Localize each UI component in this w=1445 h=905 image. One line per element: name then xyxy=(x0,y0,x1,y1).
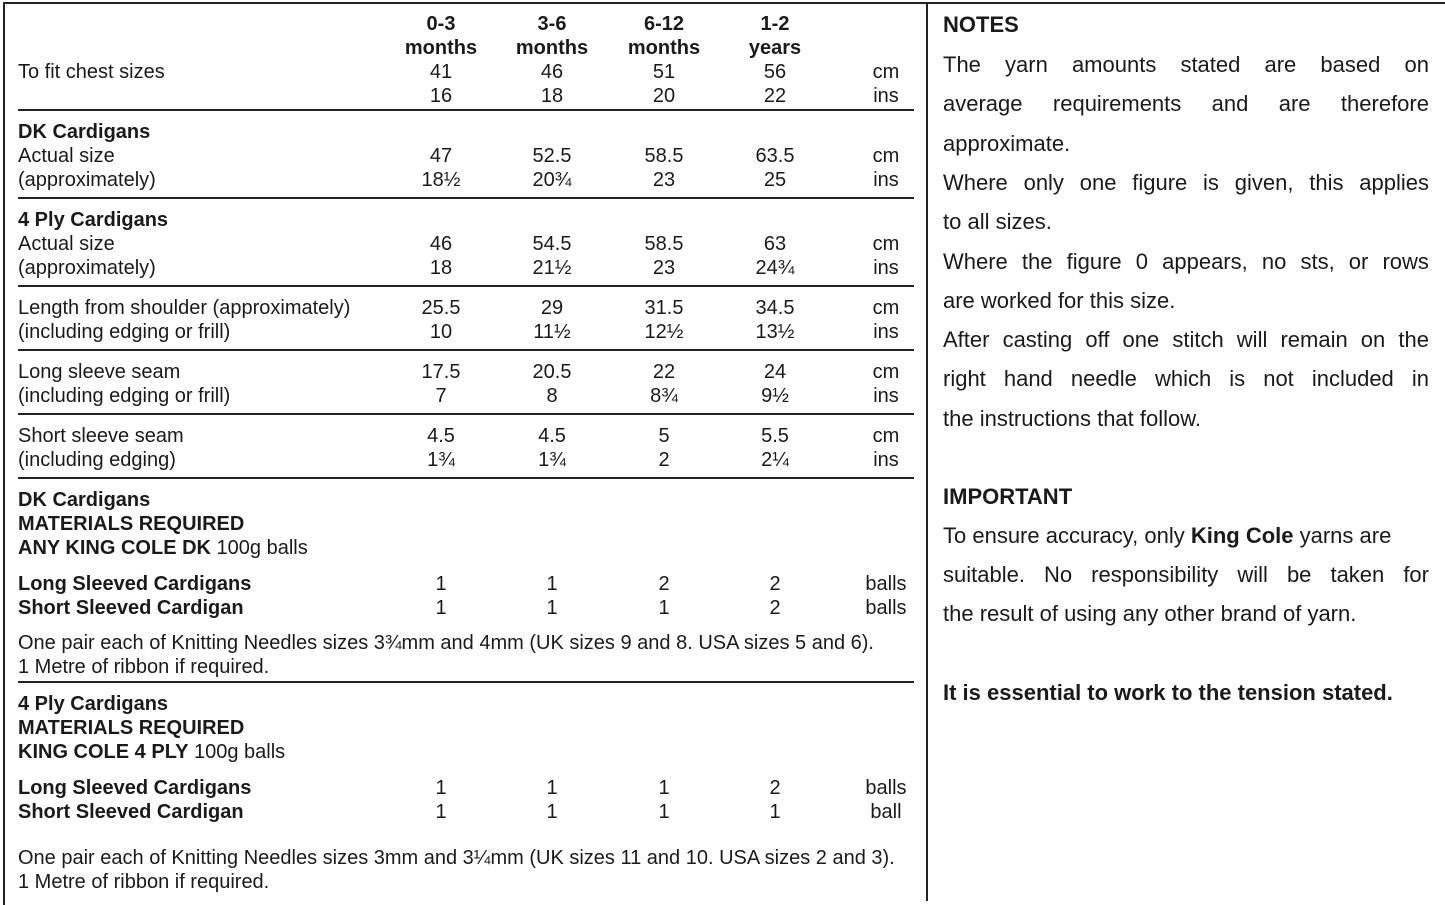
word: right xyxy=(943,366,986,392)
value: 25 xyxy=(763,169,787,191)
word: figure xyxy=(1066,248,1122,274)
word: stitch xyxy=(1172,327,1224,353)
long-sleeved-label: Long Sleeved Cardigans xyxy=(18,777,252,799)
value: 1 xyxy=(546,777,558,799)
word: in xyxy=(1411,366,1429,392)
important-text: yarns are xyxy=(1293,523,1392,548)
word: rows xyxy=(1382,248,1429,274)
unit: ins xyxy=(873,321,899,343)
needles-text: One pair each of Knitting Needles sizes 3¾mm and 4mm (UK sizes 9 and 8. USA sizes 5 and 6). xyxy=(18,632,874,654)
value: 1 xyxy=(435,597,447,619)
value: 10 xyxy=(429,321,453,343)
value: 63.5 xyxy=(755,145,795,167)
size-0-3-bottom: months xyxy=(404,37,478,59)
value: 1 xyxy=(546,597,558,619)
word: off xyxy=(1085,327,1110,353)
unit: cm xyxy=(872,61,900,83)
value: 31.5 xyxy=(644,297,684,319)
notes-line xyxy=(943,364,1429,394)
value: 20.5 xyxy=(532,361,572,383)
value: 2 xyxy=(769,777,781,799)
value: 24¾ xyxy=(755,257,795,279)
ribbon-text: 1 Metre of ribbon if required. xyxy=(18,656,270,678)
word: and xyxy=(1211,91,1249,117)
unit: cm xyxy=(872,297,900,319)
word: for xyxy=(1403,562,1429,587)
unit: balls xyxy=(865,573,907,595)
word: Where xyxy=(943,248,1008,274)
value: 1 xyxy=(658,597,670,619)
label: Long sleeve seam xyxy=(18,361,181,383)
value: 5.5 xyxy=(761,425,789,447)
row-divider xyxy=(18,681,914,683)
word: on xyxy=(1360,327,1386,353)
word: is xyxy=(1229,366,1246,392)
value: 25.5 xyxy=(421,297,461,319)
row-divider xyxy=(18,477,914,479)
word: No xyxy=(1043,562,1073,587)
value: 16 xyxy=(429,85,453,107)
materials-heading: MATERIALS REQUIRED xyxy=(18,717,245,739)
unit: ins xyxy=(873,85,899,107)
value: 56 xyxy=(763,61,787,83)
size-3-6-top: 3-6 xyxy=(537,13,567,35)
value: 1¾ xyxy=(427,449,455,471)
value: 23 xyxy=(652,169,676,191)
yarn-line xyxy=(18,740,285,764)
long-sleeved-label: Long Sleeved Cardigans xyxy=(18,573,252,595)
word: are xyxy=(1264,52,1297,77)
label: (approximately) xyxy=(18,169,156,191)
value: 8 xyxy=(546,385,558,407)
size-6-12-top: 6-12 xyxy=(643,13,685,35)
word: this xyxy=(1309,169,1344,195)
value: 54.5 xyxy=(532,233,572,255)
ply-actual-title: 4 Ply Cardigans xyxy=(18,209,169,231)
value: 18½ xyxy=(421,169,461,191)
value: 1 xyxy=(435,573,447,595)
word: figure xyxy=(1132,169,1188,195)
ribbon-text: 1 Metre of ribbon if required. xyxy=(18,871,270,893)
yarn-line xyxy=(18,536,308,560)
materials-heading: MATERIALS REQUIRED xyxy=(18,513,245,535)
word: on xyxy=(1404,52,1429,77)
yarn-weight: 100g balls xyxy=(188,741,286,763)
value: 1 xyxy=(658,777,670,799)
yarn-name: KING COLE 4 PLY xyxy=(18,741,189,763)
word: requirements xyxy=(1052,91,1182,117)
short-sleeved-label: Short Sleeved Cardigan xyxy=(18,801,244,823)
word: not xyxy=(1263,366,1294,392)
word: appears, xyxy=(1162,248,1248,274)
value: 46 xyxy=(540,61,564,83)
needles-text: One pair each of Knitting Needles sizes 3mm and 3¼mm (UK sizes 11 and 10. USA sizes 2 and 3). xyxy=(18,847,895,869)
word: therefore xyxy=(1340,91,1429,117)
word: one xyxy=(1079,169,1117,195)
value: 23 xyxy=(652,257,676,279)
brand-name: King Cole xyxy=(1190,523,1294,548)
label: (including edging) xyxy=(18,449,176,471)
value: 1¾ xyxy=(538,449,566,471)
unit: cm xyxy=(872,425,900,447)
word: are xyxy=(1278,91,1311,117)
word: no xyxy=(1261,248,1287,274)
label: Length from shoulder (approximately) xyxy=(18,297,351,319)
value: 1 xyxy=(546,801,558,823)
value: 21½ xyxy=(532,257,572,279)
value: 2 xyxy=(769,597,781,619)
ply-materials-title: 4 Ply Cardigans xyxy=(18,693,169,715)
value: 20¾ xyxy=(532,169,572,191)
word: the xyxy=(1021,248,1053,274)
dk-actual-title: DK Cardigans xyxy=(18,121,151,143)
value: 1 xyxy=(435,801,447,823)
row-divider xyxy=(18,413,914,415)
size-3-6-bottom: months xyxy=(515,37,589,59)
value: 29 xyxy=(540,297,564,319)
value: 5 xyxy=(658,425,670,447)
word: After xyxy=(943,327,990,353)
value: 17.5 xyxy=(421,361,461,383)
value: 2¼ xyxy=(761,449,789,471)
word: included xyxy=(1311,366,1394,392)
value: 4.5 xyxy=(538,425,566,447)
word: is xyxy=(1203,169,1219,195)
word: responsibility xyxy=(1091,562,1219,587)
word: given, xyxy=(1234,169,1294,195)
important-line-3: the result of using any other brand of yarn. xyxy=(943,601,1357,626)
value: 9½ xyxy=(761,385,789,407)
size-0-3-top: 0-3 xyxy=(426,13,456,35)
word: which xyxy=(1154,366,1212,392)
row-divider xyxy=(18,197,914,199)
label: (approximately) xyxy=(18,257,156,279)
word: the xyxy=(1398,327,1429,353)
label: Actual size xyxy=(18,145,115,167)
word: sts, xyxy=(1300,248,1335,274)
word: Where xyxy=(943,169,1008,195)
word: The xyxy=(943,52,981,77)
unit: balls xyxy=(865,597,907,619)
notes-line: the instructions that follow. xyxy=(943,405,1202,431)
value: 1 xyxy=(435,777,447,799)
word: stated xyxy=(1180,52,1241,77)
value: 18 xyxy=(540,85,564,107)
word: applies xyxy=(1359,169,1429,195)
value: 1 xyxy=(546,573,558,595)
word: or xyxy=(1348,248,1369,274)
important-text: To ensure accuracy, only xyxy=(943,523,1191,548)
important-line-2 xyxy=(943,560,1429,590)
notes-line: approximate. xyxy=(943,130,1071,156)
value: 34.5 xyxy=(755,297,795,319)
unit: cm xyxy=(872,361,900,383)
tension-note: It is essential to work to the tension stated. xyxy=(943,680,1393,705)
value: 8¾ xyxy=(650,385,678,407)
notes-line xyxy=(943,247,1429,277)
notes-line xyxy=(943,50,1429,80)
word: only xyxy=(1023,169,1064,195)
word: one xyxy=(1122,327,1160,353)
size-1-2-top: 1-2 xyxy=(760,13,790,35)
label: (including edging or frill) xyxy=(18,321,231,343)
size-6-12-bottom: months xyxy=(627,37,701,59)
value: 18 xyxy=(429,257,453,279)
unit: ball xyxy=(870,801,902,823)
label: (including edging or frill) xyxy=(18,385,231,407)
row-divider xyxy=(18,109,914,111)
value: 46 xyxy=(429,233,453,255)
value: 47 xyxy=(429,145,453,167)
word: be xyxy=(1286,562,1312,587)
word: suitable. xyxy=(943,562,1025,587)
row-divider xyxy=(18,285,914,287)
value: 7 xyxy=(435,385,447,407)
value: 13½ xyxy=(755,321,795,343)
important-line-1 xyxy=(943,521,1429,551)
notes-line xyxy=(943,89,1429,119)
word: will xyxy=(1236,327,1268,353)
value: 2 xyxy=(658,573,670,595)
value: 4.5 xyxy=(427,425,455,447)
notes-line: to all sizes. xyxy=(943,209,1052,235)
notes-line xyxy=(943,325,1429,355)
dk-materials-title: DK Cardigans xyxy=(18,489,151,511)
word: needle xyxy=(1070,366,1137,392)
word: hand xyxy=(1003,366,1053,392)
value: 51 xyxy=(652,61,676,83)
notes-title: NOTES xyxy=(943,12,1019,37)
value: 58.5 xyxy=(644,233,684,255)
notes-line: are worked for this size. xyxy=(943,287,1176,313)
value: 1 xyxy=(658,801,670,823)
value: 11½ xyxy=(533,321,571,343)
label: Short sleeve seam xyxy=(18,425,184,447)
unit: cm xyxy=(872,233,900,255)
notes-line xyxy=(943,168,1429,198)
chest-label: To fit chest sizes xyxy=(18,61,165,83)
value: 20 xyxy=(652,85,676,107)
value: 2 xyxy=(658,449,670,471)
word: average xyxy=(943,91,1023,117)
word: yarn xyxy=(1005,52,1048,77)
word: 0 xyxy=(1135,248,1149,274)
size-1-2-bottom: years xyxy=(748,37,802,59)
yarn-weight: 100g balls xyxy=(210,537,308,559)
unit: ins xyxy=(873,257,899,279)
unit: ins xyxy=(873,385,899,407)
unit: ins xyxy=(873,449,899,471)
word: will xyxy=(1237,562,1268,587)
value: 22 xyxy=(652,361,676,383)
row-divider xyxy=(18,349,914,351)
word: taken xyxy=(1330,562,1385,587)
word: remain xyxy=(1280,327,1348,353)
word: amounts xyxy=(1071,52,1157,77)
value: 58.5 xyxy=(644,145,684,167)
unit: ins xyxy=(873,169,899,191)
value: 63 xyxy=(763,233,787,255)
value: 12½ xyxy=(644,321,684,343)
label: Actual size xyxy=(18,233,115,255)
unit: cm xyxy=(872,145,900,167)
value: 52.5 xyxy=(532,145,572,167)
short-sleeved-label: Short Sleeved Cardigan xyxy=(18,597,244,619)
value: 1 xyxy=(769,801,781,823)
important-title: IMPORTANT xyxy=(943,484,1073,509)
value: 22 xyxy=(763,85,787,107)
word: based xyxy=(1320,52,1381,77)
value: 41 xyxy=(429,61,453,83)
yarn-name: ANY KING COLE DK xyxy=(18,537,211,559)
value: 24 xyxy=(763,361,787,383)
value: 2 xyxy=(769,573,781,595)
unit: balls xyxy=(865,777,907,799)
word: casting xyxy=(1002,327,1073,353)
